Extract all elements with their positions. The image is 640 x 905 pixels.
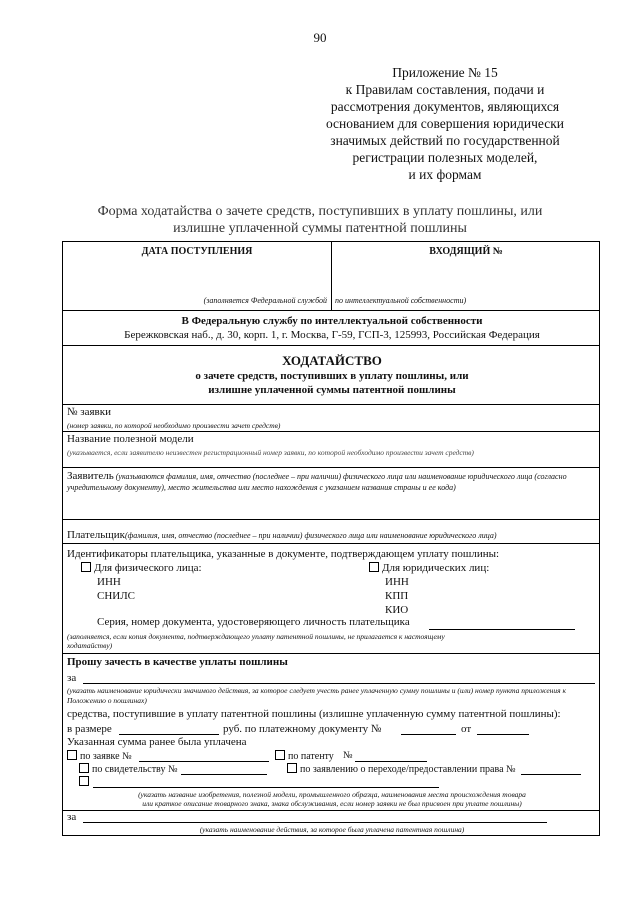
request-title: Прошу зачесть в качестве уплаты пошлины	[67, 656, 288, 668]
page-number: 90	[313, 30, 327, 45]
legal-entity-label: Для юридических лиц:	[382, 562, 490, 574]
divider	[63, 543, 599, 544]
divider	[63, 653, 599, 654]
amount-prefix: в размере	[67, 723, 112, 735]
checkbox-icon	[79, 763, 89, 773]
form-title	[60, 203, 580, 237]
applicant-note: страны и ее кода)	[393, 483, 456, 492]
option-application[interactable]	[67, 750, 132, 762]
application-number-label: № заявки	[67, 406, 111, 418]
snils-label: СНИЛС	[97, 590, 136, 602]
id-document-field[interactable]	[429, 629, 575, 630]
utility-model-name-label: Название полезной модели	[67, 433, 194, 445]
addressee-address: Бережковская наб., д. 30, корп. 1, г. Москва, Г-59, ГСП-3, 125993, Российская Федерация	[124, 329, 540, 341]
description-note: или краткое описание товарного знака, знака обслуживания, если номер заявки не был присвоен при уплате пошлины)	[142, 799, 522, 808]
action-name-field[interactable]	[83, 683, 595, 684]
individual-option[interactable]	[81, 562, 202, 574]
divider	[63, 404, 599, 405]
option-other[interactable]	[79, 776, 92, 788]
petition-subtitle: о зачете средств, поступивших в уплату пошлины, или	[195, 370, 469, 382]
form-title-line: излишне уплаченной суммы патентной пошлины	[173, 221, 467, 236]
divider	[63, 467, 599, 468]
payment-doc-label: руб. по платежному документу №	[223, 723, 382, 735]
paid-previously-title: Указанная сумма ранее была уплачена	[67, 736, 247, 748]
petition-form	[62, 241, 600, 836]
id-document-note: ходатайству)	[67, 641, 113, 650]
form-title-line: Форма ходатайства о зачете средств, поступивших в уплату пошлины, или	[97, 204, 543, 219]
appendix-reference	[300, 64, 590, 183]
appendix-line: и их формам	[408, 167, 482, 182]
filled-by-note-left: (заполняется Федеральной службой	[203, 296, 327, 305]
payment-doc-number-field[interactable]	[401, 734, 456, 735]
request-for-label: за	[67, 672, 77, 684]
utility-model-name-note: (указывается, если заявителю неизвестен регистрационный номер заявки, по которой необходимо произвести зачет средств)	[67, 448, 474, 457]
patent-number-label: №	[343, 750, 353, 761]
header-divider	[331, 242, 332, 310]
appendix-line: основанием для совершения юридически	[325, 116, 565, 131]
payer-identifiers-title: Идентификаторы плательщика, указанные в документе, подтверждающем уплату пошлины:	[67, 548, 500, 560]
inn-legal-label: ИНН	[385, 576, 409, 588]
applicant-label: Заявитель	[67, 470, 114, 482]
kio-label: КИО	[385, 604, 409, 616]
amount-field[interactable]	[119, 734, 219, 735]
payer-note: (фамилия, имя, отчество (последнее – при наличии) физического лица или наименование юридического лица)	[124, 531, 497, 540]
checkbox-icon	[275, 750, 285, 760]
action-name-note	[67, 686, 597, 706]
option-patent-label: по патенту	[288, 751, 334, 762]
petition-subtitle: излишне уплаченной суммы патентной пошлины	[208, 384, 456, 396]
appendix-line: регистрации полезных моделей,	[352, 150, 538, 165]
kpp-label: КПП	[385, 590, 409, 602]
paid-action-note: (указать наименование действия, за которое была уплачена патентная пошлина)	[199, 825, 465, 834]
description-note: (указать название изобретения, полезной модели, промышленного образца, наименования места происхождения товара	[138, 790, 526, 799]
option-certificate[interactable]	[79, 763, 177, 775]
patent-number-field[interactable]	[355, 761, 427, 762]
payer-block	[67, 525, 497, 543]
appendix-line: к Правилам составления, подачи и	[345, 82, 545, 97]
applicant-block	[67, 471, 597, 493]
appendix-line: значимых действий по государственной	[330, 133, 560, 148]
option-transfer-label: по заявлению о переходе/предоставлении права №	[300, 764, 516, 775]
checkbox-icon	[81, 562, 91, 572]
id-document-label: Серия, номер документа, удостоверяющего личность плательщика	[97, 616, 410, 628]
paid-for-label: за	[67, 811, 77, 823]
checkbox-icon	[287, 763, 297, 773]
divider	[63, 810, 599, 811]
id-document-note: (заполняется, если копия документа, подтверждающего уплату патентной пошлины, не прилагается к настоящему	[67, 632, 445, 641]
option-certificate-label: по свидетельству №	[92, 764, 178, 775]
checkbox-icon	[79, 776, 89, 786]
funds-label: средства, поступившие в уплату патентной пошлины (излишне уплаченную сумму патентной пошлины):	[67, 708, 561, 720]
divider	[63, 431, 599, 432]
petition-title: ХОДАТАЙСТВО	[282, 353, 382, 368]
payment-date-label: от	[461, 723, 472, 735]
individual-label: Для физического лица:	[94, 562, 202, 574]
divider	[63, 310, 599, 311]
option-application-label: по заявке №	[80, 751, 132, 762]
filled-by-note-right: по интеллектуальной собственности)	[335, 296, 467, 305]
checkbox-icon	[67, 750, 77, 760]
certificate-number-field[interactable]	[181, 774, 267, 775]
payment-date-field[interactable]	[477, 734, 529, 735]
appendix-line: Приложение № 15	[392, 65, 498, 80]
other-description-field[interactable]	[93, 787, 439, 788]
application-number-field[interactable]	[139, 761, 269, 762]
addressee-title: В Федеральную службу по интеллектуальной собственности	[181, 315, 483, 327]
applicant-note: (указываются фамилия, имя, отчество (последнее – при наличии) физического лица или наименование	[115, 472, 466, 481]
checkbox-icon	[369, 562, 379, 572]
inn-individual-label: ИНН	[97, 576, 121, 588]
transfer-number-field[interactable]	[521, 774, 581, 775]
payer-label: Плательщик	[67, 529, 125, 541]
option-patent[interactable]	[275, 750, 334, 762]
paid-action-field[interactable]	[83, 822, 547, 823]
applicant-note: юридического лица (согласно учредительному документу), место жительства или место нахождения с указанием названия	[67, 472, 567, 492]
note-line: (или) номер пункта приложения к Положению о пошлинах)	[67, 686, 567, 705]
divider	[63, 519, 599, 520]
option-transfer[interactable]	[287, 763, 516, 775]
application-number-note: (номер заявки, по которой необходимо произвести зачет средств)	[67, 421, 281, 430]
date-received-label: ДАТА ПОСТУПЛЕНИЯ	[141, 246, 253, 257]
legal-entity-option[interactable]	[369, 562, 489, 574]
note-line: (указать наименование юридически значимого действия, за которое следует учесть ранее уплаченную сумму пошлины и	[67, 686, 456, 695]
incoming-number-label: ВХОДЯЩИЙ №	[429, 246, 503, 257]
appendix-line: рассмотрения документов, являющихся	[330, 99, 560, 114]
divider	[63, 345, 599, 346]
